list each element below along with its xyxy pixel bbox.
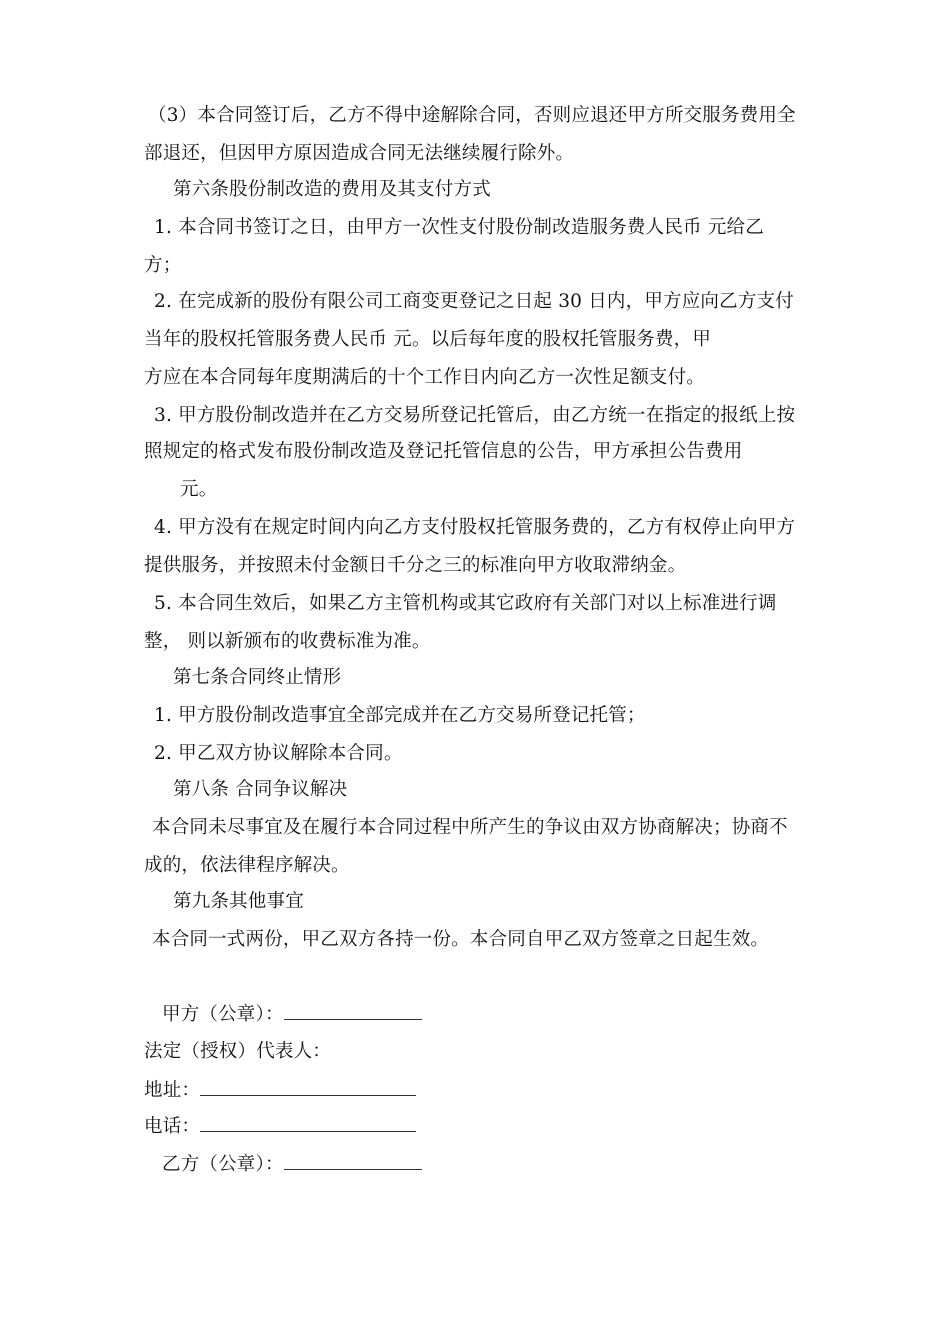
address-label: 地址： [144, 1080, 201, 1101]
phone-blank [200, 1114, 416, 1132]
phone-row [144, 1114, 416, 1139]
representative-row [144, 1040, 331, 1064]
address-blank [200, 1078, 416, 1096]
address-row [144, 1078, 416, 1103]
party-a-seal-blank [284, 1002, 422, 1020]
phone-label: 电话： [144, 1116, 201, 1137]
party-b-seal-label: 乙方（公章）： [162, 1154, 284, 1175]
party-b-seal-row [162, 1152, 422, 1177]
party-b-seal-blank [284, 1152, 422, 1170]
party-a-seal-row [162, 1002, 422, 1027]
party-a-seal-label: 甲方（公章）： [162, 1004, 284, 1025]
document-page: （3）本合同签订后，乙方不得中途解除合同，否则应退还甲方所交服务费用全 部退还，但因甲方原因造成合同无法继续履行除外。 第六条股份制改造的费用及其支付方式 1. 本合同书签订之日，由甲方一次性支付股份制改造服务费人民币 元给乙 方； 2. 在完成新的股份有限公司工商变更登记之日起 30 日内，甲方应向乙方支付 当年的股权托管服务费人民币 元。以后每年度的股权托管服务费，甲 方应在本合同每年度期满后的十个工作日内向乙方一次性足额支付。 3. 甲方股份制改造并在乙方交易所登记托管后，由乙方统一在指定的报纸上按 照规定的格式发布股份制改造及登记托管信息的公告，甲方承担公告费用 元。 4. 甲方没有在规定时间内向乙方支付股权托管服务费的，乙方有权停止向甲方 提供服务，并按照未付金额日千分之三的标准向甲方收取滞纳金。 5. 本合同生效后，如果乙方主管机构或其它政府有关部门对以上标准进行调 整， 则以新颁布的收费标准为准。 第七条合同终止情形 1. 甲方股份制改造事宜全部完成并在乙方交易所登记托管； 2. 甲乙双方协议解除本合同。 第八条 合同争议解决 本合同未尽事宜及在履行本合同过程中所产生的争议由双方协商解决；协商不 成的，依法律程序解决。 第九条其他事宜 本合同一式两份，甲乙双方各持一份。本合同自甲乙双方签章之日起生效。 甲方（公章）： 法定（授权）代表人： 地址： 电话： 乙方（公章）： [144, 105, 796, 1175]
representative-label: 法定（授权）代表人： [144, 1041, 332, 1062]
